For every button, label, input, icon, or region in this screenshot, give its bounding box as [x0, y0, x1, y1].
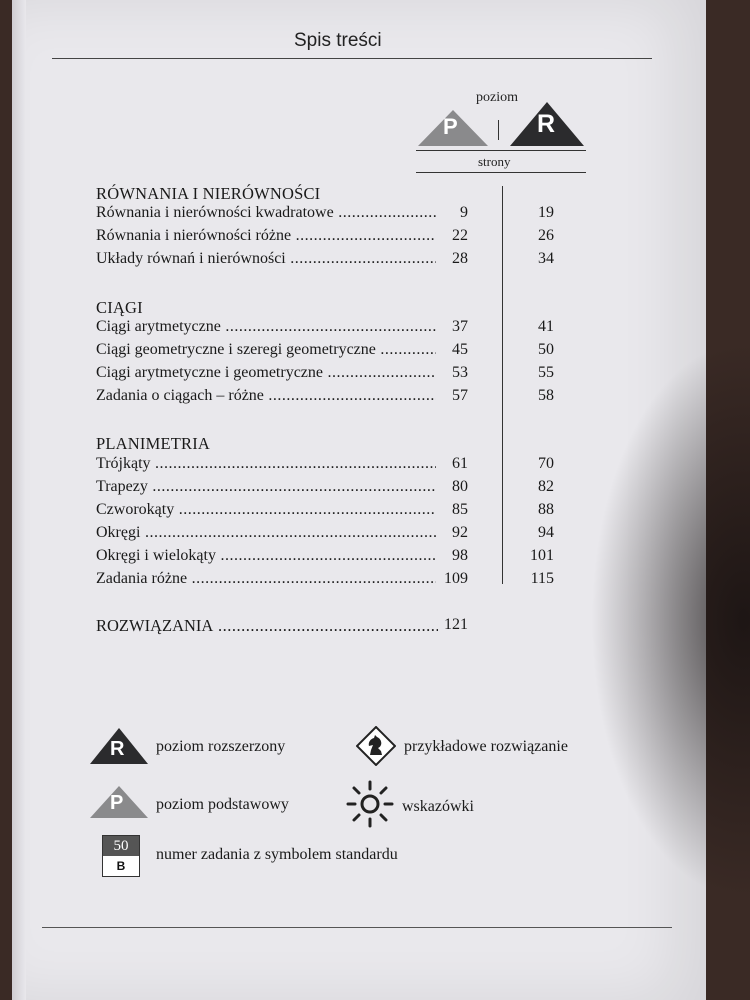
- footer-rule: [42, 927, 672, 928]
- toc-row-page-r: 115: [530, 570, 554, 587]
- badge-number: 50: [103, 836, 139, 856]
- toc-row-page-p: 57: [452, 387, 468, 404]
- standard-badge: [102, 835, 140, 877]
- toc-row-page-r: 82: [538, 478, 554, 495]
- r-letter: R: [537, 110, 556, 138]
- page-edge: [12, 0, 26, 1000]
- toc-row-page-p: 22: [452, 227, 468, 244]
- toc-row-label: Trójkąty .....: [96, 455, 436, 473]
- toc-row-label: Ciągi arytmetyczne i geometryczne .....: [96, 364, 436, 382]
- badge-legend-text: numer zadania z symbolem standardu: [156, 846, 398, 863]
- toc-row-page-p: 61: [452, 455, 468, 472]
- toc-row-label: Równania i nierówności kwadratowe .....: [96, 204, 436, 222]
- toc-row-page-r: 50: [538, 341, 554, 358]
- toc-row[interactable]: [96, 341, 596, 363]
- toc-row[interactable]: [96, 318, 596, 340]
- toc-row-label: Zadania różne .....: [96, 570, 436, 588]
- toc-row[interactable]: [96, 570, 596, 592]
- toc-row[interactable]: [96, 364, 596, 386]
- toc-row-page-p: 45: [452, 341, 468, 358]
- toc-row-label: ROZWIĄZANIA .....: [96, 616, 438, 636]
- pages-label: strony: [478, 154, 511, 169]
- toc-row-label: Układy równań i nierówności .....: [96, 250, 436, 268]
- toc-row-page-p: 121: [444, 616, 468, 633]
- toc-row-page-r: 58: [538, 387, 554, 404]
- level-rule-top: [416, 150, 586, 151]
- toc-row[interactable]: [96, 204, 596, 226]
- section-title: CIĄGI: [96, 298, 143, 317]
- toc-row-solutions[interactable]: [96, 616, 596, 638]
- toc-row-label: Ciągi arytmetyczne .....: [96, 318, 436, 336]
- toc-row[interactable]: [96, 227, 596, 249]
- r-legend-letter: R: [110, 738, 125, 760]
- toc-row-page-r: 94: [538, 524, 554, 541]
- section-title: RÓWNANIA I NIERÓWNOŚCI: [96, 184, 321, 203]
- toc-row[interactable]: [96, 387, 596, 409]
- toc-row[interactable]: [96, 547, 596, 569]
- r-legend-text: poziom rozszerzony: [156, 738, 286, 755]
- section-title: PLANIMETRIA: [96, 434, 211, 453]
- toc-row-label: Okręgi i wielokąty .....: [96, 547, 436, 565]
- level-separator: [498, 120, 499, 140]
- toc-row-page-r: 88: [538, 501, 554, 518]
- level-header: [416, 88, 596, 178]
- toc-row-page-p: 92: [452, 524, 468, 541]
- toc-row-label: Zadania o ciągach – różne .....: [96, 387, 436, 405]
- p-legend-text: poziom podstawowy: [156, 796, 289, 813]
- toc-row-page-p: 85: [452, 501, 468, 518]
- hint-legend-text: wskazówki: [402, 798, 474, 815]
- toc-row-page-p: 80: [452, 478, 468, 495]
- p-legend-letter: P: [110, 792, 124, 814]
- toc-row-page-r: 19: [538, 204, 554, 221]
- sun-hint-icon: [344, 778, 396, 835]
- toc-row-page-p: 9: [460, 204, 468, 221]
- toc-row-page-r: 55: [538, 364, 554, 381]
- toc-row[interactable]: [96, 501, 596, 523]
- toc-row[interactable]: [96, 478, 596, 500]
- toc-row[interactable]: [96, 250, 596, 272]
- toc-row-label: Czworokąty .....: [96, 501, 436, 519]
- toc-row-page-r: 26: [538, 227, 554, 244]
- book-page: [12, 0, 706, 1000]
- p-letter: P: [443, 114, 458, 139]
- level-rule-bottom: [416, 172, 586, 173]
- chess-knight-icon: [356, 726, 396, 771]
- toc-row[interactable]: [96, 524, 596, 546]
- toc-row-page-p: 98: [452, 547, 468, 564]
- page-title: Spis treści: [294, 30, 382, 51]
- toc-row-page-r: 41: [538, 318, 554, 335]
- toc-row-page-p: 53: [452, 364, 468, 381]
- toc-row-page-r: 70: [538, 455, 554, 472]
- example-legend-text: przykładowe rozwiązanie: [404, 738, 568, 755]
- toc-row-label: Okręgi .....: [96, 524, 436, 542]
- toc-row-label: Równania i nierówności różne .....: [96, 227, 436, 245]
- toc-row-page-p: 109: [444, 570, 468, 587]
- toc-row-page-p: 28: [452, 250, 468, 267]
- toc-row-page-r: 34: [538, 250, 554, 267]
- badge-symbol: B: [116, 859, 126, 873]
- toc-row-label: Ciągi geometryczne i szeregi geometryczne .....: [96, 341, 436, 359]
- header-rule: [52, 58, 652, 59]
- toc-row-label: Trapezy .....: [96, 478, 436, 496]
- toc-row-page-r: 101: [530, 547, 554, 564]
- level-label: poziom: [476, 90, 518, 105]
- toc-row-page-p: 37: [452, 318, 468, 335]
- toc-row[interactable]: [96, 455, 596, 477]
